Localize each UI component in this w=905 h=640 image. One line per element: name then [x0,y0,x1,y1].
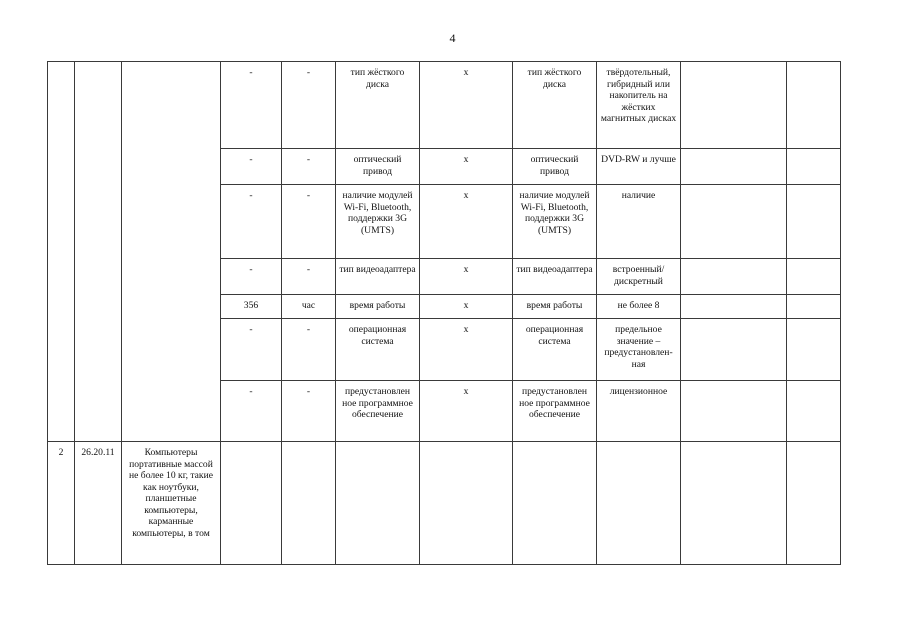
value-cell: х [420,295,513,319]
empty-cell [681,442,787,565]
characteristic-cell: тип видеоадаптера [336,259,420,295]
value-cell: х [420,149,513,185]
table-row [48,62,841,149]
table-row [48,442,841,565]
characteristic-cell: время работы [513,295,597,319]
okei-code-cell: - [221,381,282,442]
value-cell: х [420,259,513,295]
value-cell: встроенный/ дискретный [597,259,681,295]
unit-cell: - [282,259,336,295]
value-cell: DVD-RW и лучше [597,149,681,185]
characteristic-cell: наличие модулей Wi-Fi, Bluetooth, поддержки 3G (UMTS) [336,185,420,259]
row-number-cell: 2 [48,442,75,565]
characteristic-cell: оптический привод [336,149,420,185]
requirements-table [47,61,841,565]
empty-cell [282,442,336,565]
empty-cell [681,295,787,319]
empty-cell [681,381,787,442]
empty-cell [681,259,787,295]
empty-cell [787,442,841,565]
empty-cell [681,149,787,185]
value-cell: твёрдотельный, гибридный или накопитель на жёстких магнитных дисках [597,62,681,149]
empty-cell [787,149,841,185]
empty-cell [787,381,841,442]
unit-cell: час [282,295,336,319]
empty-cell [787,259,841,295]
unit-cell: - [282,62,336,149]
okei-code-cell: - [221,259,282,295]
okpd-code-cell [75,62,122,442]
okei-code-cell: - [221,62,282,149]
okei-code-cell: - [221,319,282,381]
value-cell: предельное значение – предустановлен-ная [597,319,681,381]
characteristic-cell: предустановлен ное программное обеспечение [513,381,597,442]
characteristic-cell: оптический привод [513,149,597,185]
value-cell: лицензионное [597,381,681,442]
characteristic-cell: время работы [336,295,420,319]
okei-code-cell: 356 [221,295,282,319]
characteristic-cell: тип видеоадаптера [513,259,597,295]
value-cell: наличие [597,185,681,259]
characteristic-cell: операционная система [336,319,420,381]
characteristic-cell: наличие модулей Wi-Fi, Bluetooth, поддержки 3G (UMTS) [513,185,597,259]
unit-cell: - [282,185,336,259]
empty-cell [787,295,841,319]
product-name-cell: Компьютеры портативные массой не более 10 кг, такие как ноутбуки, планшетные компьютеры, карманные компьютеры, в том [122,442,221,565]
empty-cell [221,442,282,565]
okei-code-cell: - [221,149,282,185]
value-cell: не более 8 [597,295,681,319]
empty-cell [787,62,841,149]
empty-cell [681,185,787,259]
value-cell: х [420,185,513,259]
okei-code-cell: - [221,185,282,259]
unit-cell: - [282,149,336,185]
value-cell: х [420,62,513,149]
product-name-cell [122,62,221,442]
empty-cell [787,319,841,381]
empty-cell [597,442,681,565]
empty-cell [336,442,420,565]
characteristic-cell: тип жёсткого диска [513,62,597,149]
characteristic-cell: предустановлен ное программное обеспечение [336,381,420,442]
empty-cell [420,442,513,565]
empty-cell [787,185,841,259]
characteristic-cell: тип жёсткого диска [336,62,420,149]
characteristic-cell: операционная система [513,319,597,381]
okpd-code-cell: 26.20.11 [75,442,122,565]
unit-cell: - [282,319,336,381]
empty-cell [681,62,787,149]
unit-cell: - [282,381,336,442]
page-number: 4 [449,31,456,45]
empty-cell [513,442,597,565]
value-cell: х [420,319,513,381]
empty-cell [681,319,787,381]
row-number-cell [48,62,75,442]
value-cell: х [420,381,513,442]
